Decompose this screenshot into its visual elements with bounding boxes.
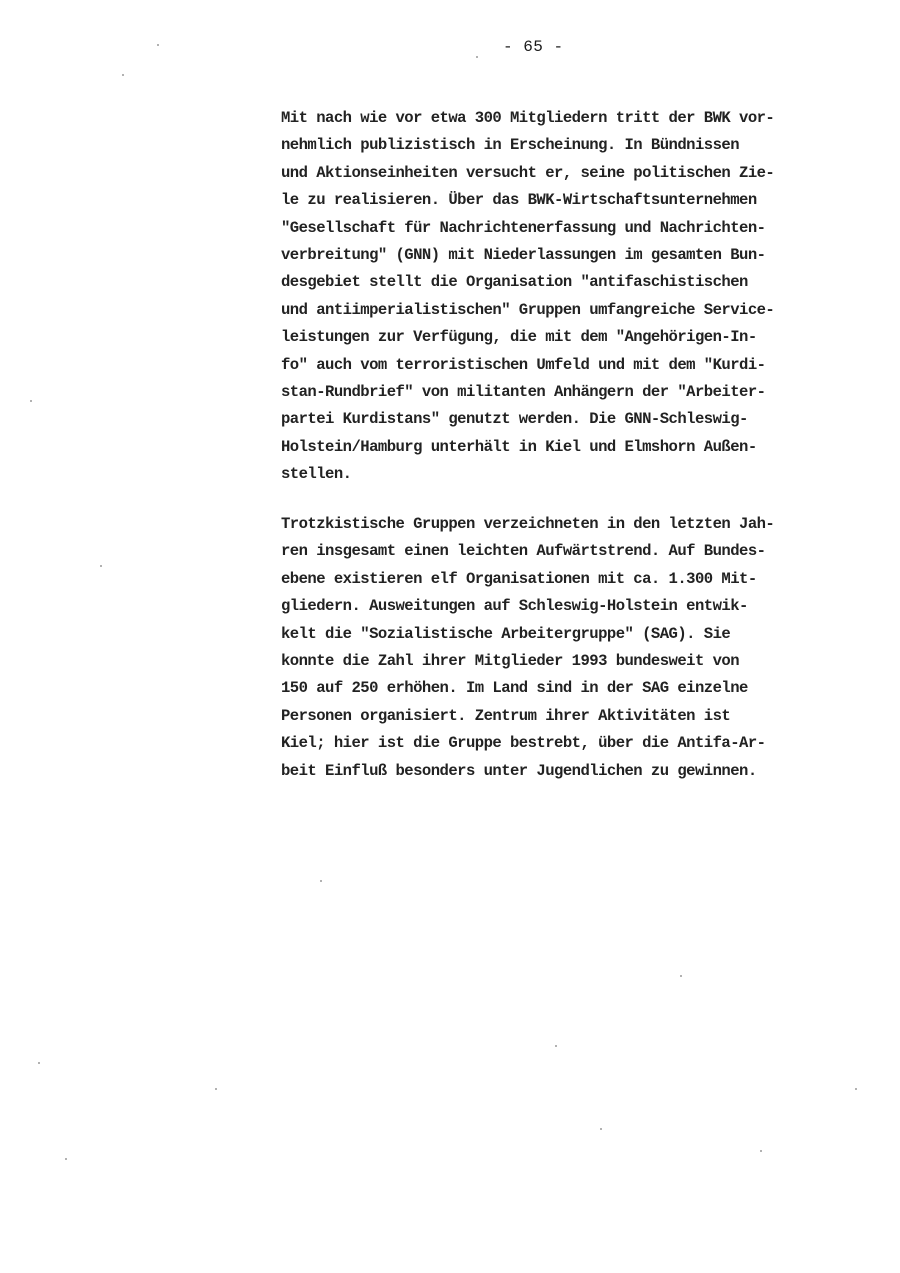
text-line: gliedern. Ausweitungen auf Schleswig-Holstein entwik- [281, 597, 748, 616]
text-line: beit Einfluß besonders unter Jugendlichen zu gewinnen. [281, 761, 757, 780]
text-line: le zu realisieren. Über das BWK-Wirtschaftsunternehmen [281, 191, 757, 210]
scan-speck [215, 1088, 217, 1090]
text-line: fo" auch vom terroristischen Umfeld und mit dem "Kurdi- [281, 355, 766, 374]
text-line: partei Kurdistans" genutzt werden. Die GNN-Schleswig- [281, 410, 748, 429]
text-line: 150 auf 250 erhöhen. Im Land sind in der SAG einzelne [281, 679, 748, 698]
text-line: Trotzkistische Gruppen verzeichneten in den letzten Jah- [281, 515, 775, 533]
paragraph-bwk [281, 105, 774, 488]
text-line: "Gesellschaft für Nachrichtenerfassung und Nachrichten- [281, 218, 766, 237]
scan-speck [555, 1045, 557, 1047]
page-number: - 65 - [503, 38, 564, 56]
scan-speck [760, 1150, 762, 1152]
text-line: leistungen zur Verfügung, die mit dem "Angehörigen-In- [281, 328, 757, 347]
text-line: nehmlich publizistisch in Erscheinung. In Bündnissen [281, 136, 740, 155]
paragraph-trotzkist-groups [281, 511, 774, 785]
scan-speck [157, 44, 159, 46]
text-line: verbreitung" (GNN) mit Niederlassungen im gesamten Bun- [281, 245, 766, 264]
text-line: stan-Rundbrief" von militanten Anhängern der "Arbeiter- [281, 382, 766, 401]
scan-speck [65, 1158, 67, 1160]
scan-speck [680, 975, 682, 977]
scan-speck [100, 565, 102, 567]
text-line: Kiel; hier ist die Gruppe bestrebt, über die Antifa-Ar- [281, 734, 766, 753]
text-line: desgebiet stellt die Organisation "antifaschistischen [281, 273, 748, 292]
text-line: konnte die Zahl ihrer Mitglieder 1993 bundesweit von [281, 651, 740, 670]
scan-speck [600, 1128, 602, 1130]
text-line: Mit nach wie vor etwa 300 Mitgliedern tritt der BWK vor- [281, 109, 775, 127]
scan-speck [30, 400, 32, 402]
text-line: und Aktionseinheiten versucht er, seine politischen Zie- [281, 163, 775, 182]
text-line: ren insgesamt einen leichten Aufwärtstrend. Auf Bundes- [281, 542, 766, 561]
text-line: kelt die "Sozialistische Arbeitergruppe" (SAG). Sie [281, 624, 731, 643]
text-line: ebene existieren elf Organisationen mit ca. 1.300 Mit- [281, 569, 757, 588]
scan-speck [38, 1062, 40, 1064]
text-line: Personen organisiert. Zentrum ihrer Aktivitäten ist [281, 706, 731, 725]
scan-speck [855, 1088, 857, 1090]
text-line: Holstein/Hamburg unterhält in Kiel und Elmshorn Außen- [281, 437, 757, 456]
scan-speck [320, 880, 322, 882]
scan-speck [122, 74, 124, 76]
scan-speck [476, 56, 478, 58]
text-line: stellen. [281, 465, 352, 484]
text-line: und antiimperialistischen" Gruppen umfangreiche Service- [281, 300, 775, 319]
